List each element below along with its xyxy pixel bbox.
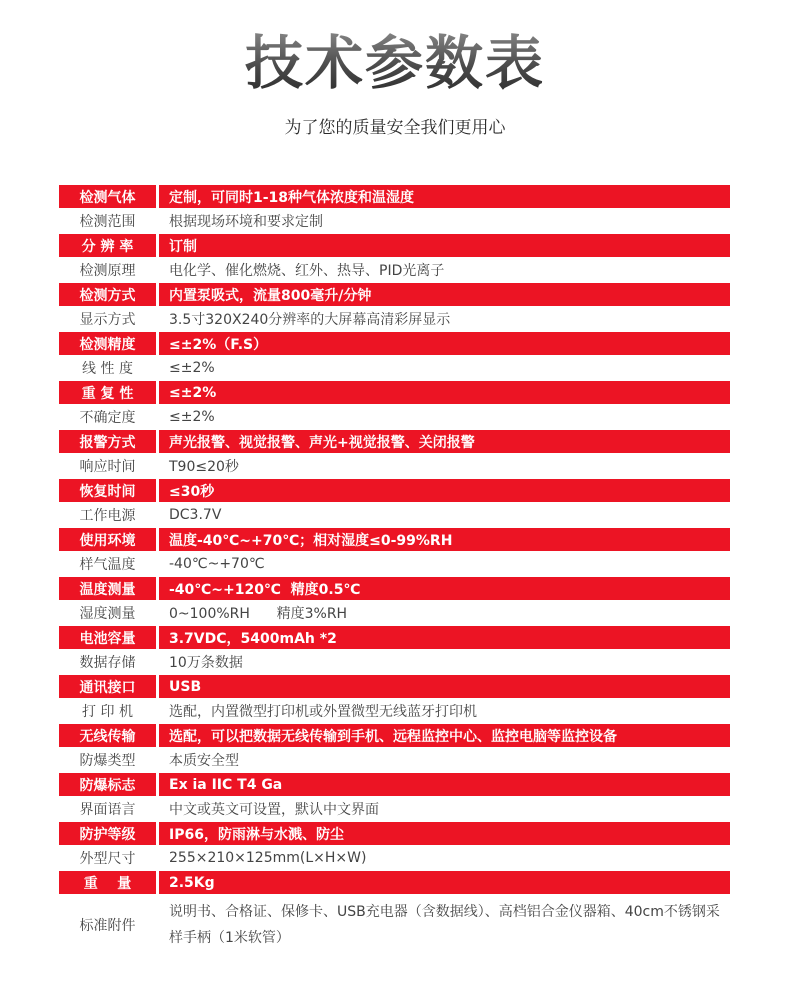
spec-value: ≤±2%（F.S） [159, 332, 730, 355]
spec-label: 检测原理 [79, 263, 136, 279]
spec-label: 数据存储 [79, 655, 136, 671]
spec-row [59, 210, 730, 233]
spec-label: 检测范围 [79, 214, 136, 230]
spec-row [59, 773, 730, 796]
spec-value: 255×210×125mm(L×H×W) [169, 850, 367, 866]
spec-value: ≤30秒 [159, 479, 730, 502]
spec-value: 根据现场环境和要求定制 [169, 214, 323, 230]
page-subtitle: 为了您的质量安全我们更用心 [284, 118, 506, 138]
spec-row [59, 724, 730, 747]
spec-value: 温度-40℃~+70℃；相对湿度≤0-99%RH [159, 528, 730, 551]
spec-row [59, 455, 730, 478]
spec-row [59, 283, 730, 306]
spec-label: 防护等级 [59, 822, 156, 845]
spec-row [59, 897, 730, 953]
spec-label: 外型尺寸 [79, 851, 136, 867]
spec-label: 检测精度 [59, 332, 156, 355]
spec-row [59, 553, 730, 576]
spec-row [59, 185, 730, 208]
spec-label: 检测气体 [59, 185, 156, 208]
spec-row [59, 308, 730, 331]
spec-row [59, 651, 730, 674]
spec-label: 防爆标志 [59, 773, 156, 796]
spec-value: DC3.7V [169, 507, 222, 523]
spec-row [59, 822, 730, 845]
spec-row [59, 847, 730, 870]
spec-row [59, 626, 730, 649]
spec-label: 报警方式 [59, 430, 156, 453]
spec-row [59, 406, 730, 429]
spec-row [59, 332, 730, 355]
spec-value: 本质安全型 [169, 753, 239, 769]
spec-label: 电池容量 [59, 626, 156, 649]
spec-label: 样气温度 [79, 557, 136, 573]
spec-label: 使用环境 [59, 528, 156, 551]
spec-value: 电化学、催化燃烧、红外、热导、PID光离子 [169, 263, 445, 279]
spec-label: 分 辨 率 [59, 234, 156, 257]
spec-value: ≤±2% [169, 409, 215, 425]
spec-value: IP66，防雨淋与水溅、防尘 [159, 822, 730, 845]
spec-label: 重 量 [59, 871, 156, 894]
spec-label: 温度测量 [59, 577, 156, 600]
spec-value: 订制 [159, 234, 730, 257]
spec-value: 选配，可以把数据无线传输到手机、远程监控中心、监控电脑等监控设备 [159, 724, 730, 747]
spec-label: 防爆类型 [79, 753, 136, 769]
spec-value: ≤±2% [159, 381, 730, 404]
spec-label: 工作电源 [79, 508, 136, 524]
spec-label: 湿度测量 [79, 606, 136, 622]
spec-table [59, 185, 730, 955]
spec-value: USB [159, 675, 730, 698]
spec-label: 无线传输 [59, 724, 156, 747]
spec-value: 选配，内置微型打印机或外置微型无线蓝牙打印机 [169, 704, 477, 720]
spec-label: 界面语言 [79, 802, 136, 818]
spec-value: 声光报警、视觉报警、声光+视觉报警、关闭报警 [159, 430, 730, 453]
page-title: 技术参数表 [0, 28, 790, 98]
spec-label: 响应时间 [79, 459, 136, 475]
spec-value: T90≤20秒 [169, 459, 239, 475]
spec-row [59, 675, 730, 698]
spec-value: 说明书、合格证、保修卡、USB充电器（含数据线）、高档铝合金仪器箱、40cm不锈钢采样手柄（1米软管） [169, 904, 720, 946]
spec-value: 内置泵吸式，流量800毫升/分钟 [159, 283, 730, 306]
spec-row [59, 479, 730, 502]
spec-row [59, 798, 730, 821]
spec-label: 恢复时间 [59, 479, 156, 502]
spec-label: 线 性 度 [82, 361, 133, 377]
spec-row [59, 577, 730, 600]
spec-row [59, 357, 730, 380]
spec-value: 定制，可同时1-18种气体浓度和温湿度 [159, 185, 730, 208]
spec-row [59, 749, 730, 772]
spec-label: 显示方式 [79, 312, 136, 328]
spec-value: 中文或英文可设置，默认中文界面 [169, 802, 379, 818]
spec-row [59, 504, 730, 527]
spec-label: 重 复 性 [59, 381, 156, 404]
spec-value: -40℃~+120℃ 精度0.5℃ [159, 577, 730, 600]
spec-row [59, 700, 730, 723]
spec-value: 3.7VDC，5400mAh *2 [159, 626, 730, 649]
spec-label: 标准附件 [79, 918, 136, 934]
spec-value: 0~100%RH 精度3%RH [169, 606, 348, 622]
spec-value: -40℃~+70℃ [169, 556, 265, 572]
spec-row [59, 430, 730, 453]
spec-value: Ex ia IIC T4 Ga [159, 773, 730, 796]
spec-row [59, 381, 730, 404]
spec-value: 10万条数据 [169, 655, 243, 671]
spec-label: 通讯接口 [59, 675, 156, 698]
spec-value: 3.5寸320X240分辨率的大屏幕高清彩屏显示 [169, 312, 451, 328]
spec-row [59, 234, 730, 257]
spec-label: 打 印 机 [82, 704, 133, 720]
spec-row [59, 602, 730, 625]
spec-row [59, 259, 730, 282]
spec-row [59, 528, 730, 551]
spec-label: 检测方式 [59, 283, 156, 306]
spec-value: 2.5Kg [159, 871, 730, 894]
spec-row [59, 871, 730, 894]
spec-value: ≤±2% [169, 360, 215, 376]
spec-label: 不确定度 [79, 410, 136, 426]
